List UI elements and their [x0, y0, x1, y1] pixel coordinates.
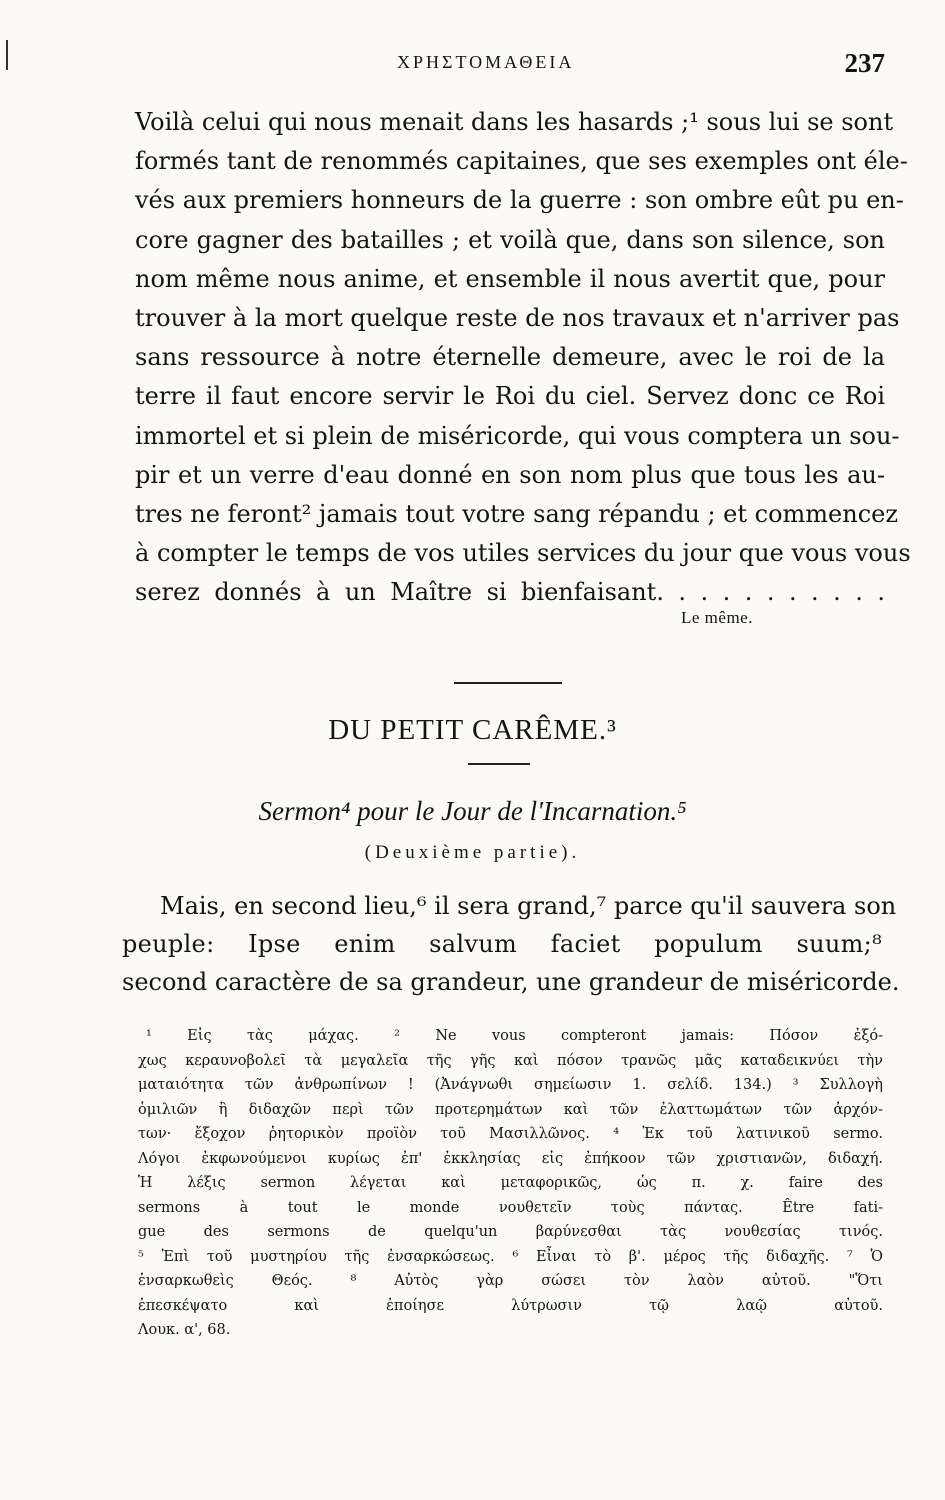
footnote-line: ⁵ Ἐπὶ τοῦ μυστηρίου τῆς ἐνσαρκώσεως. ⁶ Εἶναι τὸ β'. μέρος τῆς διδαχῆς. ⁷ Ὁ	[138, 1248, 883, 1265]
footnote-line: ἐπεσκέψατο καὶ ἐποίησε λύτρωσιν τῷ λαῷ αὐτοῦ.	[138, 1297, 883, 1314]
text-line: tres ne feront² jamais tout votre sang répandu ; et commencez	[135, 500, 899, 529]
footnote-line: Λόγοι ἐκφωνούμενοι κυρίως ἐπ' ἐκκλησίας εἰς ἐπήκοον τῶν χριστιανῶν, διδαχή.	[138, 1150, 883, 1167]
text-line: nom même nous anime, et ensemble il nous avertit que, pour	[135, 264, 885, 293]
footnote-line: ὁμιλιῶν ἢ διδαχῶν περὶ τῶν προτερημάτων καὶ τῶν ἐλαττωμάτων τῶν ἀρχόν-	[138, 1101, 883, 1118]
text-line: pir et un verre d'eau donné en son nom plus que tous les au-	[135, 460, 885, 489]
text-line: vés aux premiers honneurs de la guerre : son ombre eût pu en-	[135, 186, 904, 215]
text-line: sans ressource à notre éternelle demeure, avec le roi de la	[135, 343, 885, 372]
footnote-line: gue des sermons de quelqu'un βαρύνεσθαι τὰς νουθεσίας τινός.	[138, 1224, 883, 1240]
page-number: 237	[844, 48, 885, 78]
text-line: Mais, en second lieu,⁶ il sera grand,⁷ parce qu'il sauvera son	[160, 892, 897, 920]
footnote-line: sermons à tout le monde νουθετεῖν τοὺς πάντας. Être fati-	[138, 1199, 883, 1216]
footnote-line: Λουκ. α', 68.	[138, 1322, 231, 1338]
footnote-line: ¹ Εἰς τὰς μάχας. ² Ne vous compteront jamais: Πόσον ἐξό-	[146, 1028, 883, 1044]
footnote-line: χως κεραυνοβολεῖ τὰ μεγαλεῖα τῆς γῆς καὶ πόσον τρανῶς μᾶς καταδεικνύει τὴν	[138, 1052, 883, 1069]
text-line: peuple: Ipse enim salvum faciet populum suum;⁸	[122, 930, 882, 958]
footnote-line: ἐνσαρκωθεὶς Θεός. ⁸ Αὐτὸς γὰρ σώσει τὸν λαὸν αὐτοῦ. "Ὅτι	[138, 1273, 883, 1289]
footnote-line: ματαιότητα τῶν ἀνθρωπίνων ! (Ἀνάγνωθι σημείωσιν 1. σελίδ. 134.) ³ Συλλογὴ	[138, 1077, 883, 1093]
section-divider	[454, 682, 562, 684]
text-line: à compter le temps de vos utiles services du jour que vous vous	[135, 539, 911, 568]
text-line: serez donnés à un Maître si bienfaisant. . . . . . . . . . .	[135, 578, 885, 607]
text-line: formés tant de renommés capitaines, que ses exemples ont éle-	[135, 147, 908, 176]
section-heading: DU PETIT CARÊME.³	[328, 714, 617, 746]
page-header	[135, 48, 885, 88]
text-line: trouver à la mort quelque reste de nos travaux et n'arriver pas	[135, 304, 900, 333]
main-paragraph	[135, 103, 911, 613]
text-line: terre il faut encore servir le Roi du ciel. Servez donc ce Roi	[135, 382, 885, 411]
sermon-part-note: (Deuxième partie).	[364, 842, 581, 863]
author-signature: Le même.	[681, 608, 753, 627]
binding-mark	[6, 40, 8, 70]
sermon-title: Sermon⁴ pour le Jour de l'Incarnation.⁵	[258, 796, 687, 826]
text-line: immortel et si plein de miséricorde, qui vous comptera un sou-	[135, 421, 900, 450]
text-line: Voilà celui qui nous menait dans les hasards ;¹ sous lui se sont	[135, 108, 894, 136]
heading-underline	[468, 763, 530, 765]
footnotes	[138, 1024, 883, 1343]
text-line: second caractère de sa grandeur, une grandeur de miséricorde.	[122, 968, 900, 996]
footnote-line: Ἡ λέξις sermon λέγεται καὶ μεταφορικῶς, ὡς π. χ. faire des	[138, 1175, 883, 1191]
sermon-paragraph	[122, 887, 900, 1001]
text-line: core gagner des batailles ; et voilà que, dans son silence, son	[135, 225, 885, 254]
footnote-line: των· ἔξοχον ῥητορικὸν προϊὸν τοῦ Μασιλλῶνος. ⁴ Ἐκ τοῦ λατινικοῦ sermo.	[138, 1126, 883, 1142]
running-title: ΧΡΗΣΤΟΜΑΘΕΙΑ	[397, 52, 575, 72]
